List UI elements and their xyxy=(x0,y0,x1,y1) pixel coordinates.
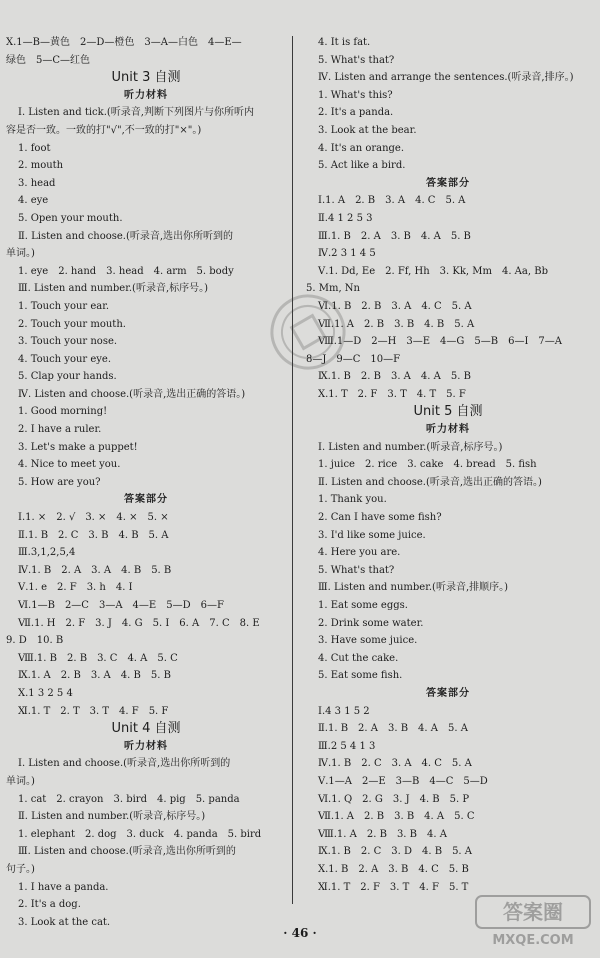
text-line: Ⅱ. Listen and number.(听录音,标序号。) xyxy=(18,811,206,823)
text-line: 5. Clap your hands. xyxy=(18,371,117,383)
text-line: Ⅰ.1. × 2. √ 3. × 4. × 5. × xyxy=(18,512,169,524)
watermark-line2: MXQE.COM xyxy=(492,933,574,948)
page-number: · 46 · xyxy=(283,926,317,940)
text-line: Ⅲ.2 5 4 1 3 xyxy=(318,740,376,752)
text-line: Ⅰ. Listen and tick.(听录音,判断下列图片与你所听内 xyxy=(18,107,254,119)
text-line: Ⅹ.1. T 2. F 3. T 4. T 5. F xyxy=(318,388,466,400)
text-line: 容是否一致。一致的打"√",不一致的打"×"。) xyxy=(6,124,202,136)
right-column xyxy=(306,34,590,896)
text-line: 句子。) xyxy=(6,863,35,875)
section-heading: 答案部分 xyxy=(124,494,168,506)
text-line: Ⅰ. Listen and choose.(听录音,选出你所听到的 xyxy=(18,758,231,770)
text-line: Ⅲ. Listen and number.(听录音,排顺序。) xyxy=(318,582,509,594)
text-line: 3. I'd like some juice. xyxy=(318,529,426,541)
text-line: 单词。) xyxy=(6,775,35,787)
text-line: Ⅲ. Listen and choose.(听录音,选出你所听到的 xyxy=(18,846,236,858)
section-heading: 听力材料 xyxy=(124,89,168,101)
text-line: Ⅲ.3,1,2,5,4 xyxy=(18,547,76,559)
unit-title: Unit 3 自测 xyxy=(111,70,181,86)
text-line: 1. juice 2. rice 3. cake 4. bread 5. fish xyxy=(318,459,537,471)
text-line: Ⅳ.2 3 1 4 5 xyxy=(318,248,376,260)
unit-title: Unit 4 自测 xyxy=(111,721,181,737)
text-line: 5. How are you? xyxy=(18,476,101,488)
text-line: Ⅶ.1. H 2. F 3. J 4. G 5. I 6. A 7. C 8. E xyxy=(18,617,260,629)
text-line: Ⅹ.1—B—黄色 2—D—橙色 3—A—白色 4—E— xyxy=(6,37,242,48)
text-line: Ⅶ.1. A 2. B 3. B 4. B 5. A xyxy=(318,318,475,330)
text-line: 5. What's that? xyxy=(318,54,395,66)
watermark-line1: 答案圈 xyxy=(503,900,563,924)
unit-title: Unit 5 自测 xyxy=(413,404,483,420)
text-line: Ⅴ.1. e 2. F 3. h 4. I xyxy=(18,582,133,594)
text-line: Ⅳ. Listen and arrange the sentences.(听录音,排序。) xyxy=(318,72,574,84)
text-line: Ⅹ.1 3 2 5 4 xyxy=(18,687,73,699)
text-line: 3. Look at the bear. xyxy=(318,124,417,136)
section-heading: 答案部分 xyxy=(426,177,470,189)
text-line: 3. Let's make a puppet! xyxy=(18,441,138,453)
column-divider xyxy=(292,36,293,904)
text-line: 3. Have some juice. xyxy=(318,635,418,647)
text-line: 5. Eat some fish. xyxy=(318,670,403,682)
text-line: Ⅳ. Listen and choose.(听录音,选出正确的答语。) xyxy=(18,388,246,400)
text-line: 5. Act like a bird. xyxy=(318,160,406,172)
text-line: Ⅲ.1. B 2. A 3. B 4. A 5. B xyxy=(318,230,471,242)
text-line: 单词。) xyxy=(6,248,35,260)
text-line: 1. Good morning! xyxy=(18,406,108,418)
text-line: 1. cat 2. crayon 3. bird 4. pig 5. panda xyxy=(18,793,240,805)
text-line: 5. Open your mouth. xyxy=(18,212,123,224)
text-line: 2. It's a panda. xyxy=(318,107,394,119)
text-line: 1. Touch your ear. xyxy=(18,300,110,312)
text-line: Ⅹ.1. B 2. A 3. B 4. C 5. B xyxy=(318,863,469,875)
text-line: 4. eye xyxy=(18,195,49,207)
text-line: 1. What's this? xyxy=(318,89,393,101)
text-line: 绿色 5—C—红色 xyxy=(6,54,91,66)
text-line: Ⅱ.1. B 2. A 3. B 4. A 5. A xyxy=(318,723,468,735)
text-line: 2. It's a dog. xyxy=(18,899,81,911)
text-line: Ⅷ.1—D 2—H 3—E 4—G 5—B 6—I 7—A xyxy=(318,336,563,348)
text-line: 1. I have a panda. xyxy=(18,881,109,893)
text-line: Ⅵ.1. B 2. B 3. A 4. C 5. A xyxy=(318,300,472,312)
text-line: 1. elephant 2. dog 3. duck 4. panda 5. bird xyxy=(18,828,262,840)
text-line: Ⅱ.1. B 2. C 3. B 4. B 5. A xyxy=(18,529,169,541)
left-column xyxy=(6,34,286,931)
text-line: 4. Touch your eye. xyxy=(18,353,112,365)
text-line: Ⅱ.4 1 2 5 3 xyxy=(318,212,373,224)
text-line: Ⅷ.1. A 2. B 3. B 4. A xyxy=(318,828,447,840)
text-line: Ⅶ.1. A 2. B 3. B 4. A 5. C xyxy=(318,811,475,823)
text-line: Ⅴ.1—A 2—E 3—B 4—C 5—D xyxy=(318,775,488,787)
text-line: Ⅸ.1. B 2. C 3. D 4. B 5. A xyxy=(318,846,473,858)
text-line: 3. Look at the cat. xyxy=(18,916,111,928)
text-line: Ⅵ.1—B 2—C 3—A 4—E 5—D 6—F xyxy=(18,600,224,611)
text-line: 8—J 9—C 10—F xyxy=(306,353,401,365)
text-line: 3. Touch your nose. xyxy=(18,336,118,348)
text-line: 4. Cut the cake. xyxy=(318,652,399,664)
text-line: Ⅸ.1. A 2. B 3. A 4. B 5. B xyxy=(18,670,171,682)
section-heading: 听力材料 xyxy=(124,740,168,752)
text-line: 4. Here you are. xyxy=(318,547,401,559)
text-line: Ⅵ.1. Q 2. G 3. J 4. B 5. P xyxy=(318,793,470,805)
text-line: Ⅺ.1. T 2. F 3. T 4. F 5. T xyxy=(318,881,469,893)
text-line: 5. Mm, Nn xyxy=(306,283,360,295)
text-line: 1. foot xyxy=(18,142,51,154)
text-line: Ⅰ.4 3 1 5 2 xyxy=(318,705,370,717)
text-line: 2. Drink some water. xyxy=(318,617,424,629)
text-line: Ⅺ.1. T 2. T 3. T 4. F 5. F xyxy=(18,705,169,717)
text-line: 1. Eat some eggs. xyxy=(318,600,408,611)
text-line: Ⅱ. Listen and choose.(听录音,选出正确的答语。) xyxy=(318,476,542,488)
text-line: 3. head xyxy=(18,177,56,189)
text-line: Ⅰ. Listen and number.(听录音,标序号。) xyxy=(318,441,503,453)
text-line: 9. D 10. B xyxy=(6,635,64,647)
text-line: 4. It is fat. xyxy=(318,37,371,48)
text-line: 1. Thank you. xyxy=(318,494,387,506)
text-line: 5. What's that? xyxy=(318,564,395,576)
text-line: 4. Nice to meet you. xyxy=(18,459,121,471)
text-line: Ⅲ. Listen and number.(听录音,标序号。) xyxy=(18,283,209,295)
text-line: 2. Touch your mouth. xyxy=(18,318,126,330)
text-line: Ⅸ.1. B 2. B 3. A 4. A 5. B xyxy=(318,371,471,383)
site-watermark-logo xyxy=(474,894,592,948)
text-line: 2. I have a ruler. xyxy=(18,424,102,436)
section-heading: 答案部分 xyxy=(426,687,470,699)
text-line: 2. Can I have some fish? xyxy=(318,512,442,524)
text-line: Ⅰ.1. A 2. B 3. A 4. C 5. A xyxy=(318,195,466,207)
text-line: 2. mouth xyxy=(18,160,64,172)
text-line: 1. eye 2. hand 3. head 4. arm 5. body xyxy=(18,265,234,277)
text-line: Ⅴ.1. Dd, Ee 2. Ff, Hh 3. Kk, Mm 4. Aa, Bb xyxy=(318,265,548,277)
text-line: Ⅳ.1. B 2. A 3. A 4. B 5. B xyxy=(18,564,172,576)
text-line: Ⅳ.1. B 2. C 3. A 4. C 5. A xyxy=(318,758,472,770)
text-line: Ⅱ. Listen and choose.(听录音,选出你所听到的 xyxy=(18,230,234,242)
text-line: 4. It's an orange. xyxy=(318,142,405,154)
text-line: Ⅷ.1. B 2. B 3. C 4. A 5. C xyxy=(18,652,178,664)
section-heading: 听力材料 xyxy=(426,424,470,436)
